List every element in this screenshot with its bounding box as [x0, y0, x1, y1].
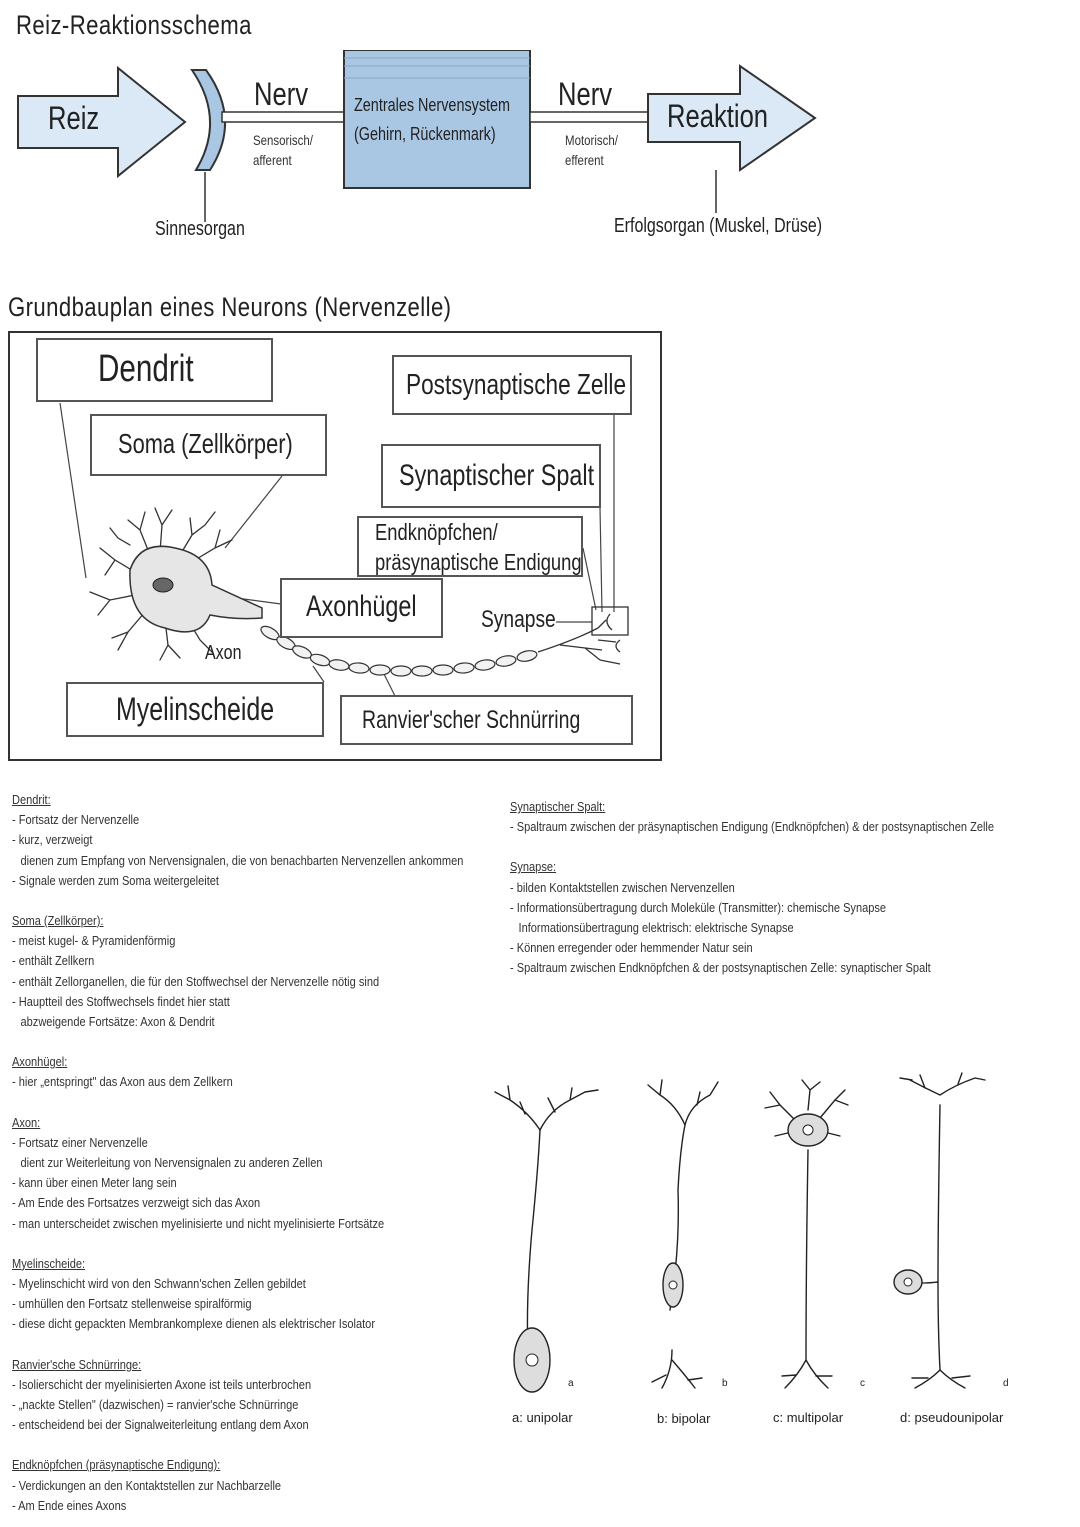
- note-line: - diese dicht gepackten Membrankomplexe dienen als elektrischer Isolator: [12, 1316, 376, 1332]
- note-line: Informationsübertragung elektrisch: elektrische Synapse: [518, 920, 794, 936]
- note-line: - bilden Kontaktstellen zwischen Nervenzellen: [510, 879, 735, 895]
- neuron-letter-c: c: [860, 1378, 865, 1389]
- caption-multipolar: c: multipolar: [773, 1410, 844, 1425]
- erfolgsorgan-label: Erfolgsorgan (Muskel, Drüse): [614, 215, 823, 237]
- nerv-left-sub-2: afferent: [253, 152, 292, 168]
- nerv-left-sub-1: Sensorisch/: [253, 132, 313, 148]
- note-line: - Können erregender oder hemmender Natur sein: [510, 940, 753, 956]
- zns-label-2: (Gehirn, Rückenmark): [354, 124, 496, 144]
- soma-body: [130, 546, 262, 632]
- label-postsyn: Postsynaptische Zelle: [392, 355, 632, 415]
- label-axonhuegel: Axonhügel: [280, 578, 443, 638]
- note-line: - Am Ende des Fortsatzes verzweigt sich das Axon: [12, 1195, 261, 1211]
- note-line: - kann über einen Meter lang sein: [12, 1175, 177, 1191]
- note-line: abzweigende Fortsätze: Axon & Dendrit: [20, 1014, 215, 1030]
- label-endknopf: Endknöpfchen/ präsynaptische Endigung: [357, 516, 583, 577]
- note-line: - Signale werden zum Soma weitergeleitet: [12, 872, 219, 888]
- neuron-types-illustration: [480, 1070, 1040, 1410]
- note-line: - Spaltraum zwischen Endknöpfchen & der postsynaptischen Zelle: synaptischer Spalt: [510, 960, 931, 976]
- title-neuron: Grundbauplan eines Neurons (Nervenzelle): [8, 292, 452, 322]
- note-line: - Isolierschicht der myelinisierten Axone ist teils unterbrochen: [12, 1376, 312, 1392]
- note-line: - Myelinschicht wird von den Schwann'schen Zellen gebildet: [12, 1276, 306, 1292]
- caption-bipolar: b: bipolar: [657, 1411, 711, 1426]
- note-line: - entscheidend bei der Signalweiterleitung entlang dem Axon: [12, 1417, 309, 1433]
- note-line: - meist kugel- & Pyramidenförmig: [12, 933, 176, 949]
- note-line: - Fortsatz der Nervenzelle: [12, 812, 140, 828]
- reaktion-label: Reaktion: [667, 98, 769, 134]
- neuron-letter-d: d: [1003, 1378, 1009, 1389]
- note-line: - „nackte Stellen" (dazwischen) = ranvier'sche Schnürringe: [12, 1397, 299, 1413]
- note-line: - Verdickungen an den Kontaktstellen zur Nachbarzelle: [12, 1477, 282, 1493]
- nerv-right-label: Nerv: [558, 76, 613, 112]
- nerv-right-sub-2: efferent: [565, 152, 604, 168]
- note-line: - Hauptteil des Stoffwechsels findet hier statt: [12, 993, 230, 1009]
- notes-right: [510, 797, 994, 979]
- note-heading: Ranvier'sche Schnürringe:: [12, 1356, 142, 1372]
- note-line: - hier „entspringt" das Axon aus dem Zellkern: [12, 1074, 233, 1090]
- neuron-letter-b: b: [722, 1378, 728, 1389]
- note-line: - Am Ende eines Axons: [12, 1497, 127, 1513]
- label-ranvier: Ranvier'scher Schnürring: [340, 695, 633, 745]
- note-heading: Soma (Zellkörper):: [12, 913, 104, 929]
- caption-pseudounipolar: d: pseudounipolar: [900, 1410, 1004, 1425]
- note-line: dienen zum Empfang von Nervensignalen, die von benachbarten Nervenzellen ankommen: [20, 852, 464, 868]
- note-heading: Myelinscheide:: [12, 1255, 86, 1271]
- note-line: - Fortsatz einer Nervenzelle: [12, 1134, 148, 1150]
- neuron-letter-a: a: [568, 1378, 574, 1389]
- sinnesorgan-label: Sinnesorgan: [155, 218, 245, 240]
- notes-left: [12, 790, 463, 1516]
- note-heading: Endknöpfchen (präsynaptische Endigung):: [12, 1457, 221, 1473]
- note-heading: Synaptischer Spalt:: [510, 799, 606, 814]
- zns-label-1: Zentrales Nervensystem: [354, 95, 511, 115]
- note-line: - enthält Zellkern: [12, 953, 95, 969]
- label-axon: Axon: [205, 642, 242, 664]
- note-line: - Informationsübertragung durch Moleküle (Transmitter): chemische Synapse: [510, 899, 887, 915]
- reiz-label: Reiz: [48, 100, 100, 136]
- title-reiz-reaktion: Reiz-Reaktionsschema: [16, 10, 252, 40]
- label-soma: Soma (Zellkörper): [90, 414, 327, 476]
- note-heading: Axon:: [12, 1114, 41, 1130]
- label-myelin: Myelinscheide: [66, 682, 324, 737]
- nucleus: [153, 578, 173, 592]
- note-heading: Synapse:: [510, 859, 557, 875]
- nerv-left-label: Nerv: [254, 76, 309, 112]
- synapse-box: [592, 607, 628, 635]
- note-heading: Axonhügel:: [12, 1054, 68, 1070]
- note-line: - Spaltraum zwischen der präsynaptischen Endigung (Endknöpfchen) & der postsynaptischen Zelle: [510, 819, 995, 835]
- label-spalt: Synaptischer Spalt: [381, 444, 601, 508]
- note-line: dient zur Weiterleitung von Nervensignalen zu anderen Zellen: [20, 1155, 323, 1171]
- label-synapse: Synapse: [481, 606, 556, 633]
- label-dendrit: Dendrit: [36, 338, 273, 402]
- caption-unipolar: a: unipolar: [512, 1410, 573, 1425]
- note-line: - man unterscheidet zwischen myelinisierte und nicht myelinisierte Fortsätze: [12, 1215, 385, 1231]
- note-line: - enthält Zellorganellen, die für den Stoffwechsel der Nervenzelle nötig sind: [12, 973, 380, 989]
- note-heading: Dendrit:: [12, 792, 51, 807]
- nerv-right-sub-1: Motorisch/: [565, 132, 618, 148]
- note-line: - kurz, verzweigt: [12, 832, 93, 848]
- note-line: - umhüllen den Fortsatz stellenweise spiralförmig: [12, 1296, 252, 1312]
